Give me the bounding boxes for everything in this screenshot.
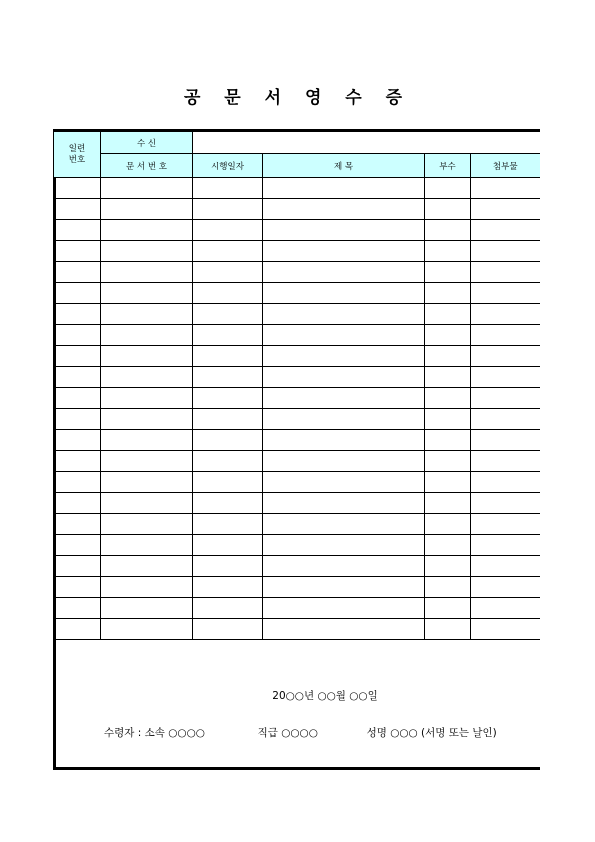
subject-cell[interactable] [263,535,425,556]
subject-cell[interactable] [263,577,425,598]
document-number-cell[interactable] [101,619,193,640]
attachment-cell[interactable] [471,241,540,262]
document-title: 공 문 서 영 수 증 [183,88,412,108]
serial-cell[interactable] [54,619,101,640]
serial-cell[interactable] [54,472,101,493]
table-row [54,619,540,640]
issue-date-cell[interactable] [193,304,263,325]
table-row [54,346,540,367]
copies-cell[interactable] [425,304,471,325]
attachment-cell[interactable] [471,388,540,409]
table-row [54,178,540,199]
copies-cell[interactable] [425,388,471,409]
attachment-cell[interactable] [471,493,540,514]
serial-cell[interactable] [54,346,101,367]
copies-cell[interactable] [425,514,471,535]
subject-cell[interactable] [263,325,425,346]
subject-header: 제 목 [263,154,425,178]
document-number-cell[interactable] [101,262,193,283]
serial-cell[interactable] [54,199,101,220]
serial-cell[interactable] [54,262,101,283]
subject-cell[interactable] [263,430,425,451]
table-row [54,199,540,220]
subject-cell[interactable] [263,598,425,619]
serial-cell[interactable] [54,430,101,451]
attachment-cell[interactable] [471,199,540,220]
attachment-cell[interactable] [471,619,540,640]
issue-date-cell[interactable] [193,430,263,451]
issue-date-cell[interactable] [193,598,263,619]
copies-cell[interactable] [425,493,471,514]
serial-cell[interactable] [54,409,101,430]
document-number-cell[interactable] [101,535,193,556]
attachment-cell[interactable] [471,346,540,367]
document-number-header: 문 서 번 호 [101,154,193,178]
issue-date-cell[interactable] [193,241,263,262]
issue-date-cell[interactable] [193,283,263,304]
copies-cell[interactable] [425,535,471,556]
copies-header: 부수 [425,154,471,178]
issue-date-cell[interactable] [193,262,263,283]
table-row [54,514,540,535]
serial-cell[interactable] [54,535,101,556]
receiver-affiliation: 수령자 : 소속 ○○○○ [104,727,205,739]
issue-date-cell[interactable] [193,535,263,556]
table-row [54,283,540,304]
table-row [54,325,540,346]
subject-cell[interactable] [263,472,425,493]
issue-date-cell[interactable] [193,346,263,367]
receiver-rank: 직급 ○○○○ [257,727,318,739]
document-number-cell[interactable] [101,388,193,409]
copies-cell[interactable] [425,262,471,283]
table-row [54,430,540,451]
copies-cell[interactable] [425,430,471,451]
table-row [54,367,540,388]
document-number-cell[interactable] [101,598,193,619]
subject-cell[interactable] [263,220,425,241]
issue-date-cell[interactable] [193,556,263,577]
document-number-cell[interactable] [101,304,193,325]
document-number-cell[interactable] [101,409,193,430]
issue-date-cell[interactable] [193,367,263,388]
issue-date-cell[interactable] [193,199,263,220]
table-row [54,451,540,472]
subject-cell[interactable] [263,262,425,283]
attachment-cell[interactable] [471,451,540,472]
serial-cell[interactable] [54,178,101,199]
document-number-cell[interactable] [101,430,193,451]
serial-cell[interactable] [54,241,101,262]
attachment-cell[interactable] [471,304,540,325]
copies-cell[interactable] [425,220,471,241]
table-row [54,304,540,325]
attachment-cell[interactable] [471,178,540,199]
table-row [54,388,540,409]
attachment-cell[interactable] [471,367,540,388]
attachment-cell[interactable] [471,220,540,241]
document-number-cell[interactable] [101,241,193,262]
table-row [54,472,540,493]
document-number-cell[interactable] [101,514,193,535]
serial-cell[interactable] [54,493,101,514]
table-row [54,241,540,262]
serial-cell[interactable] [54,556,101,577]
document-number-cell[interactable] [101,472,193,493]
attachment-cell[interactable] [471,409,540,430]
document-number-cell[interactable] [101,346,193,367]
table-row [54,535,540,556]
serial-cell[interactable] [54,325,101,346]
table-row [54,409,540,430]
issue-date-cell[interactable] [193,220,263,241]
document-number-cell[interactable] [101,493,193,514]
document-number-cell[interactable] [101,199,193,220]
attachment-cell[interactable] [471,514,540,535]
table-row [54,493,540,514]
document-number-cell[interactable] [101,220,193,241]
attachment-cell[interactable] [471,262,540,283]
copies-cell[interactable] [425,556,471,577]
receiver-name-signature: 성명 ○○○ (서명 또는 날인) [366,727,497,739]
copies-cell[interactable] [425,367,471,388]
subject-cell[interactable] [263,619,425,640]
issue-date-cell[interactable] [193,619,263,640]
copies-cell[interactable] [425,283,471,304]
copies-cell[interactable] [425,346,471,367]
table-row [54,262,540,283]
document-number-cell[interactable] [101,556,193,577]
copies-cell[interactable] [425,472,471,493]
table-row [54,577,540,598]
receive-header: 수 신 [101,132,193,154]
attachment-cell[interactable] [471,472,540,493]
issue-date-cell[interactable] [193,493,263,514]
document-number-cell[interactable] [101,325,193,346]
issue-date-cell[interactable] [193,409,263,430]
subject-cell[interactable] [263,514,425,535]
subject-cell[interactable] [263,451,425,472]
issue-date-header: 시행일자 [193,154,263,178]
copies-cell[interactable] [425,409,471,430]
document-number-cell[interactable] [101,178,193,199]
copies-cell[interactable] [425,241,471,262]
subject-cell[interactable] [263,346,425,367]
receiver-signature-line [104,725,540,740]
subject-cell[interactable] [263,178,425,199]
attachment-cell[interactable] [471,535,540,556]
attachment-header: 첨부물 [471,154,540,178]
issue-date-cell[interactable] [193,472,263,493]
receipt-table [53,131,540,640]
copies-cell[interactable] [425,619,471,640]
table-row [54,556,540,577]
table-row [54,220,540,241]
serial-cell[interactable] [54,220,101,241]
subject-cell[interactable] [263,199,425,220]
serial-cell[interactable] [54,598,101,619]
attachment-cell[interactable] [471,598,540,619]
subject-cell[interactable] [263,367,425,388]
subject-cell[interactable] [263,556,425,577]
document-number-cell[interactable] [101,577,193,598]
issue-date-cell[interactable] [193,325,263,346]
serial-cell[interactable] [54,451,101,472]
copies-cell[interactable] [425,325,471,346]
serial-cell[interactable] [54,367,101,388]
subject-cell[interactable] [263,388,425,409]
subject-cell[interactable] [263,304,425,325]
document-number-cell[interactable] [101,451,193,472]
subject-cell[interactable] [263,493,425,514]
attachment-cell[interactable] [471,283,540,304]
issue-date-cell[interactable] [193,388,263,409]
attachment-cell[interactable] [471,430,540,451]
document-number-cell[interactable] [101,367,193,388]
issue-date-cell[interactable] [193,178,263,199]
subject-cell[interactable] [263,283,425,304]
serial-number-header: 일련 번호 [54,132,101,178]
copies-cell[interactable] [425,178,471,199]
serial-cell[interactable] [54,388,101,409]
attachment-cell[interactable] [471,325,540,346]
subject-cell[interactable] [263,241,425,262]
subject-cell[interactable] [263,409,425,430]
attachment-cell[interactable] [471,556,540,577]
copies-cell[interactable] [425,451,471,472]
issue-date-cell[interactable] [193,577,263,598]
copies-cell[interactable] [425,577,471,598]
document-number-cell[interactable] [101,283,193,304]
serial-cell[interactable] [54,304,101,325]
copies-cell[interactable] [425,199,471,220]
serial-cell[interactable] [54,283,101,304]
attachment-cell[interactable] [471,577,540,598]
copies-cell[interactable] [425,598,471,619]
receive-value-cell[interactable] [193,132,540,154]
issue-date: 20○○년 ○○월 ○○일 [272,690,378,702]
serial-cell[interactable] [54,514,101,535]
table-row [54,598,540,619]
serial-cell[interactable] [54,577,101,598]
issue-date-cell[interactable] [193,451,263,472]
issue-date-cell[interactable] [193,514,263,535]
